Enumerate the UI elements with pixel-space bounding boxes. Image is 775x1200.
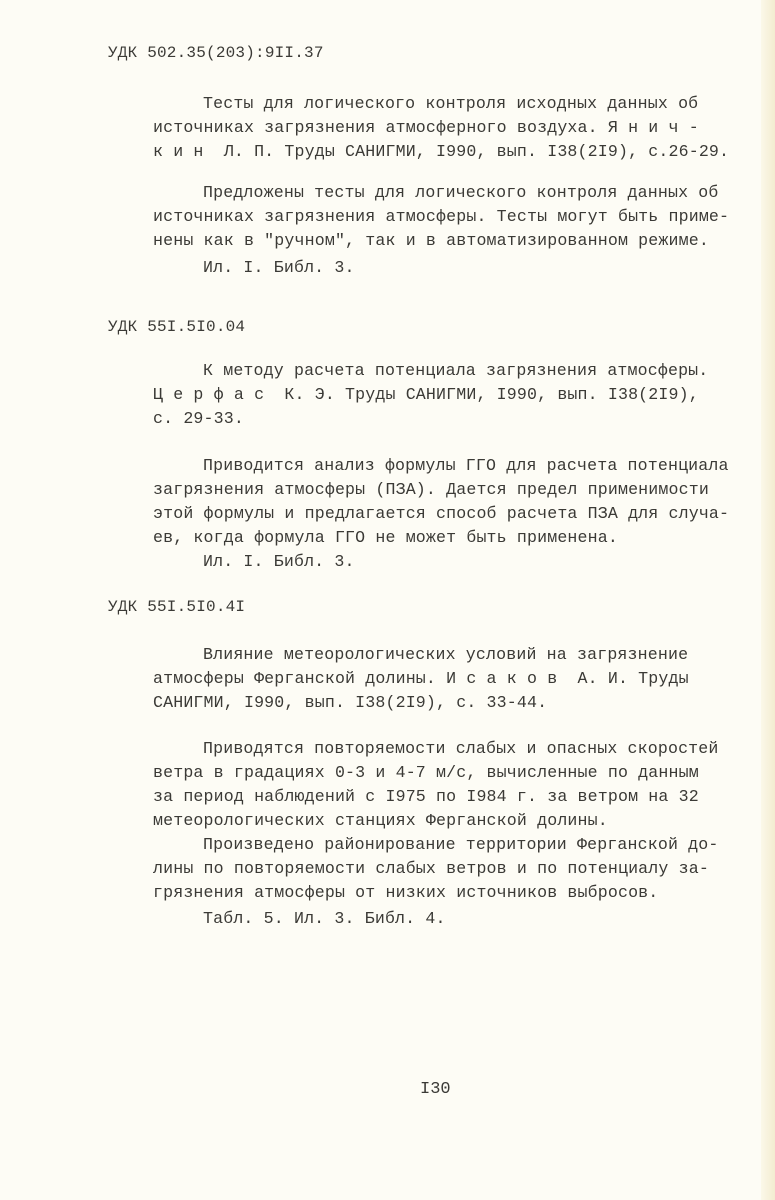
abstract-line: загрязнения атмосферы (ПЗА). Дается предел применимости bbox=[153, 480, 709, 499]
citation-line: источниках загрязнения атмосферного воздуха. Я н и ч - bbox=[153, 118, 699, 137]
abstract-line: ев, когда формула ГГО не может быть применена. bbox=[153, 528, 618, 547]
udc-code: УДК 55I.5I0.4I bbox=[108, 598, 246, 616]
citation-line: к и н Л. П. Труды САНИГМИ, I990, вып. I38(2I9), с.26-29. bbox=[153, 142, 730, 161]
citation-line: Тесты для логического контроля исходных данных об bbox=[203, 94, 699, 113]
citation-line: САНИГМИ, I990, вып. I38(2I9), с. 33-44. bbox=[153, 693, 548, 712]
abstract-line: Приводится анализ формулы ГГО для расчета потенциала bbox=[203, 456, 729, 475]
abstract-line: грязнения атмосферы от низких источников выбросов. bbox=[153, 883, 659, 902]
citation-line: Влияние метеорологических условий на загрязнение bbox=[203, 645, 689, 664]
abstract-line: Предложены тесты для логического контроля данных об bbox=[203, 183, 719, 202]
abstract-refs: Ил. I. Библ. 3. bbox=[203, 552, 355, 571]
abstract-refs: Табл. 5. Ил. 3. Библ. 4. bbox=[203, 909, 446, 928]
abstract-line: Приводятся повторяемости слабых и опасных скоростей bbox=[203, 739, 719, 758]
page-number: I30 bbox=[420, 1080, 451, 1099]
citation-line: с. 29-33. bbox=[153, 409, 244, 428]
abstract-line: за период наблюдений с I975 по I984 г. за ветром на 32 bbox=[153, 787, 699, 806]
abstract-line: нены как в "ручном", так и в автоматизированном режиме. bbox=[153, 231, 709, 250]
page-edge bbox=[761, 0, 775, 1200]
udc-code: УДК 502.35(203):9II.37 bbox=[108, 44, 324, 62]
udc-code: УДК 55I.5I0.04 bbox=[108, 318, 246, 336]
abstract-refs: Ил. I. Библ. 3. bbox=[203, 258, 355, 277]
abstract-line: источниках загрязнения атмосферы. Тесты могут быть приме- bbox=[153, 207, 730, 226]
abstract-line: метеорологических станциях Ферганской долины. bbox=[153, 811, 608, 830]
citation-line: атмосферы Ферганской долины. И с а к о в А. И. Труды bbox=[153, 669, 689, 688]
citation-line: К методу расчета потенциала загрязнения атмосферы. bbox=[203, 361, 709, 380]
abstract-line: ветра в градациях 0-3 и 4-7 м/с, вычисленные по данным bbox=[153, 763, 699, 782]
abstract-line: этой формулы и предлагается способ расчета ПЗА для случа- bbox=[153, 504, 730, 523]
abstract-line: Произведено районирование территории Ферганской до- bbox=[203, 835, 719, 854]
abstract-line: лины по повторяемости слабых ветров и по потенциалу за- bbox=[153, 859, 709, 878]
citation-line: Ц е р ф а с К. Э. Труды САНИГМИ, I990, вып. I38(2I9), bbox=[153, 385, 699, 404]
